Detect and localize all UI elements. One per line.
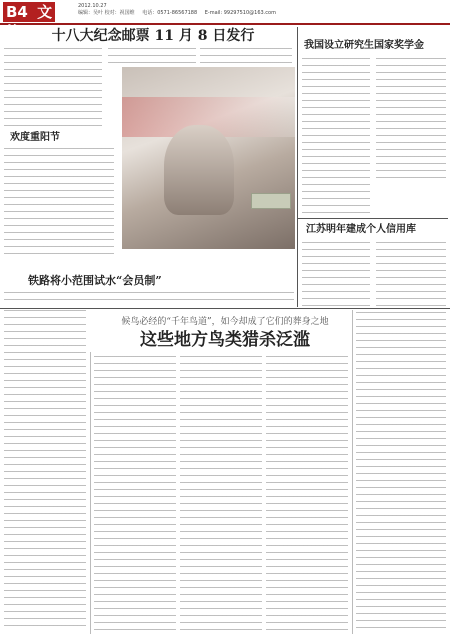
body-text-stamp-col1 (4, 48, 102, 130)
headline-stamp: 十八大纪念邮票 11 月 8 日发行 (51, 28, 255, 44)
headline-birds: 这些地方鸟类猎杀泛滥 (140, 330, 310, 350)
birds-kicker: 候鸟必经的“千年鸟道”，如今却成了它们的葬身之地 (121, 317, 329, 327)
header-meta (78, 3, 276, 17)
body-text-scholarship-b (376, 58, 446, 183)
body-text-credit-a (302, 242, 370, 307)
headline-scholarship: 我国设立研究生国家奖学金 (304, 40, 424, 51)
page-number: B4 (6, 3, 28, 21)
column-gap-1 (90, 352, 91, 634)
body-text-lower-col1 (4, 310, 86, 632)
body-text-credit-b (376, 242, 446, 307)
body-text-railway (4, 292, 294, 306)
body-text-lower-col4 (266, 356, 348, 632)
body-text-scholarship-a (302, 58, 370, 213)
section-rule (298, 218, 448, 219)
body-text-lower-col3 (180, 356, 262, 632)
column-gap-2 (352, 310, 353, 634)
headline-credit-database: 江苏明年建成个人信用库 (306, 224, 416, 235)
page-number-badge (3, 2, 55, 41)
body-text-lower-col2 (94, 356, 176, 632)
section-name: 文摘 (6, 3, 53, 41)
photo-caption-text (4, 148, 114, 258)
photo-sign-shape (251, 193, 291, 209)
body-text-lower-col5 (356, 312, 446, 632)
body-text-stamp-col2 (108, 48, 196, 68)
column-divider (297, 27, 298, 307)
issue-date: 2012.10.27 (78, 3, 107, 9)
news-photo-elderly (122, 67, 295, 249)
editor-credit: 编辑：吴叶 校对：祝国维 电话：0571-86567188 E-mail: 99297510@163.com (78, 10, 276, 16)
headline-railway: 铁路将小范围试水“会员制” (28, 274, 162, 287)
photo-caption-title: 欢度重阳节 (10, 132, 60, 143)
lower-section-rule (0, 308, 450, 309)
photo-figure-shape (164, 125, 234, 215)
